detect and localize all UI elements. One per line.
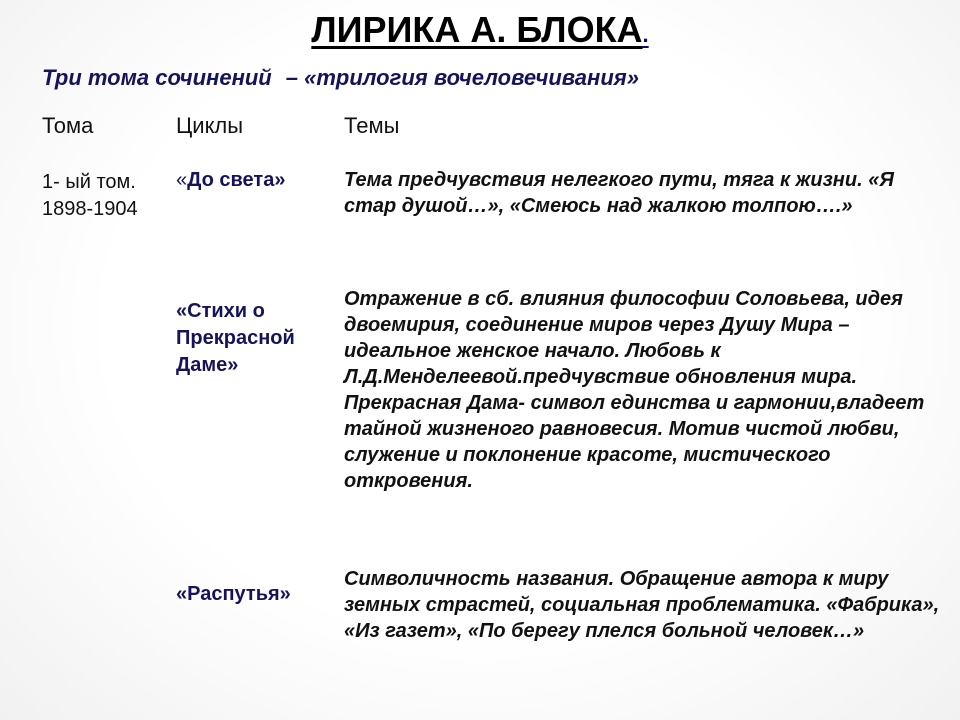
header-cycles: Циклы xyxy=(176,113,244,138)
page-title xyxy=(0,8,960,57)
theme-cell-rasputya: Символичность названия. Обращение автора к миру земных страстей, социальная проблематика. «Фабрика», «Из газет», «По берегу плелся больной человек…» xyxy=(344,568,940,642)
cycle-cell-rasputya: «Распутья» xyxy=(176,583,291,605)
header-themes: Темы xyxy=(344,113,400,138)
page-subtitle xyxy=(42,62,639,94)
theme-cell-prekrasnaya-dama: Отражение в сб. влияния философии Соловьева, идея двоемирия, соединение миров через Душу Мира – идеальное женское начало. Любовь к Л.Д.Менделеевой.предчувствие обновления мира. Прекрасная Дама- символ единства и гармонии,владеет тайной жизненого равновесия. Мотив чистой любви, служение и поклонение красоте, мистического откровения. xyxy=(344,288,925,492)
volume-cell xyxy=(42,169,138,223)
page-title-dot: . xyxy=(642,22,649,47)
header-volumes: Тома xyxy=(42,113,94,138)
subtitle-part2: – «трилогия вочеловечивания» xyxy=(285,65,639,90)
page-title-text: ЛИРИКА А. БЛОКА xyxy=(311,9,643,50)
cycle-name: До света» xyxy=(187,169,286,191)
volume-years: 1898-1904 xyxy=(42,198,138,220)
cycle-cell-do-sveta xyxy=(176,167,336,194)
subtitle-part1: Три тома сочинений xyxy=(42,65,272,90)
volume-label: 1- ый том. xyxy=(42,171,136,193)
cycle-cell-prekrasnaya-dama: «Стихи о Прекрасной Даме» xyxy=(176,300,295,376)
theme-cell-do-sveta: Тема предчувствия нелегкого пути, тяга к жизни. «Я стар душой…», «Смеюсь над жалкою толпою….» xyxy=(344,169,894,217)
cycle-open-quote: « xyxy=(176,169,188,191)
